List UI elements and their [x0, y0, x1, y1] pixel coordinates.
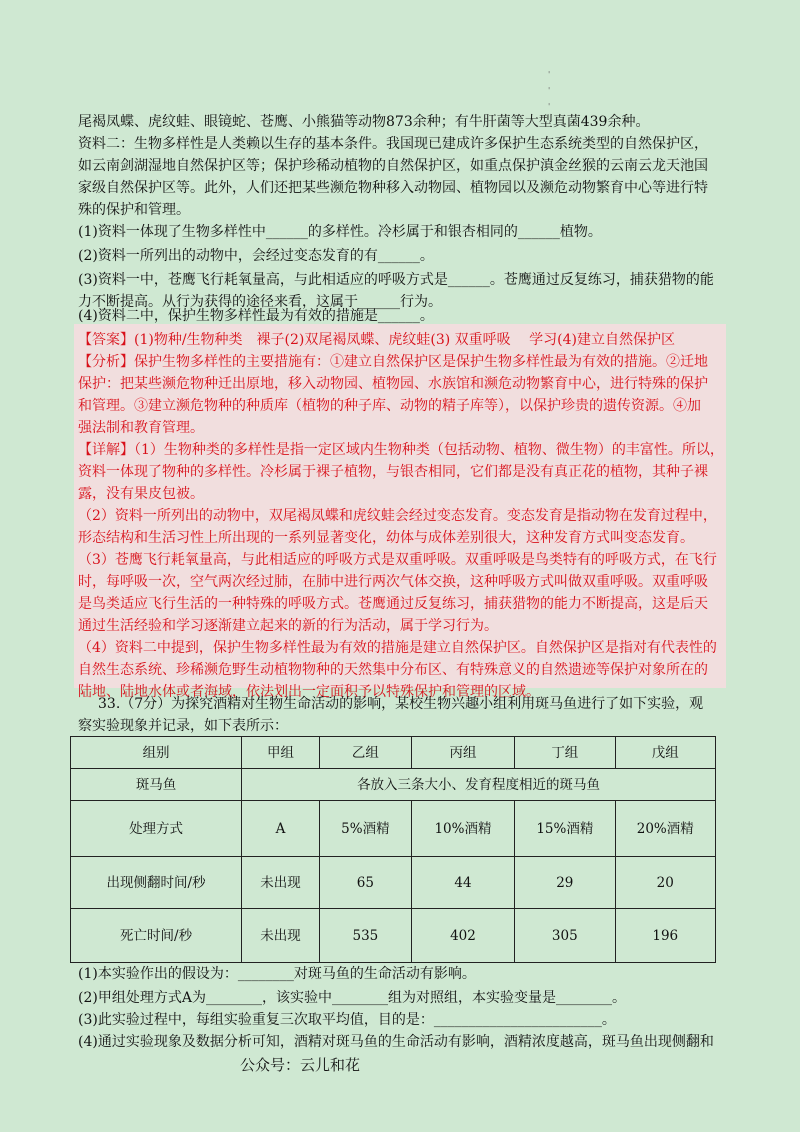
analysis-line: 保护：把某些濒危物种迁出原地，移入动物园、植物园、水族馆和濒危动物繁育中心，进行特殊的保护 — [78, 376, 708, 392]
table-row — [71, 769, 716, 801]
table-row — [71, 801, 716, 857]
table-cell: 死亡时间/秒 — [71, 909, 242, 963]
table-cell: 未出现 — [242, 857, 320, 909]
table-row — [71, 857, 716, 909]
question-2: (2)资料一所列出的动物中，会经过变态发育的有______。 — [78, 248, 434, 264]
question-4: (4)资料二中，保护生物多样性最为有效的措施是______。 — [78, 308, 434, 324]
detail-line: 时，每呼吸一次，空气两次经过肺，在肺中进行两次气体交换，这种呼吸方式叫做双重呼吸。双重呼吸 — [78, 574, 708, 590]
table-cell: 20 — [615, 857, 715, 909]
table-cell: 未出现 — [242, 909, 320, 963]
analysis-line: 和管理。③建立濒危物种的种质库（植物的种子库、动物的精子库等），以保护珍贵的遗传资源。④加 — [78, 398, 701, 414]
material-line: 家级自然保护区等。此外，人们还把某些濒危物种移入动物园、植物园以及濒危动物繁育中心等进行特 — [78, 180, 708, 196]
table-header: 戊组 — [615, 737, 715, 769]
table-header: 丙组 — [411, 737, 514, 769]
detail-line: （3）苍鹰飞行耗氧量高，与此相适应的呼吸方式是双重呼吸。双重呼吸是鸟类特有的呼吸方式，在飞行 — [78, 552, 717, 568]
experiment-table — [70, 736, 716, 963]
material-line: 如云南剑湖湿地自然保护区等；保护珍稀动植物的自然保护区，如重点保护滇金丝猴的云南云龙天池国 — [78, 158, 708, 174]
material-line: 资料二：生物多样性是人类赖以生存的基本条件。我国现已建成许多保护生态系统类型的自然保护区， — [78, 136, 708, 152]
table-cell: 20%酒精 — [615, 801, 715, 857]
margin-mark: ' — [548, 102, 551, 111]
detail-line: 资料一体现了物种的多样性。冷杉属于裸子植物，与银杏相同，它们都是没有真正花的植物，其种子裸 — [78, 464, 708, 480]
table-cell: 15%酒精 — [515, 801, 615, 857]
question-33-1: (1)本实验作出的假设为：________对斑马鱼的生命活动有影响。 — [78, 966, 476, 982]
detail-line: （2）资料一所列出的动物中，双尾褐凤蝶和虎纹蛙会经过变态发育。变态发育是指动物在发育过程中， — [78, 508, 717, 524]
margin-mark: ' — [548, 86, 551, 95]
question-3: (3)资料一中，苍鹰飞行耗氧量高，与此相适应的呼吸方式是______。苍鹰通过反复练习，捕获猎物的能 — [78, 272, 714, 288]
table-header: 乙组 — [319, 737, 411, 769]
detail-line: 是鸟类适应飞行生活的一种特殊的呼吸方式。苍鹰通过反复练习，捕获猎物的能力不断提高，这是后天 — [78, 596, 708, 612]
material-line: 尾褐凤蝶、虎纹蛙、眼镜蛇、苍鹰、小熊猫等动物873余种；有牛肝菌等大型真菌439余种。 — [78, 114, 650, 130]
material-line: 殊的保护和管理。 — [78, 202, 190, 218]
table-cell: 斑马鱼 — [71, 769, 242, 801]
table-row — [71, 909, 716, 963]
table-cell: 5%酒精 — [319, 801, 411, 857]
table-cell: 29 — [515, 857, 615, 909]
question-33-3: (3)此实验过程中，每组实验重复三次取平均值，目的是：________________________。 — [78, 1012, 616, 1028]
table-cell: 196 — [615, 909, 715, 963]
question-33-intro: 察实验现象并记录，如下表所示： — [78, 718, 288, 734]
detail-line: 露，没有果皮包被。 — [78, 486, 204, 502]
watermark-text: 公众号：云儿和花 — [240, 1056, 361, 1074]
table-cell: 各放入三条大小、发育程度相近的斑马鱼 — [242, 769, 716, 801]
table-cell: 处理方式 — [71, 801, 242, 857]
table-row — [71, 737, 716, 769]
table-cell: 402 — [411, 909, 514, 963]
detail-line: 陆地、陆地水体或者海域，依法划出一定面积予以特殊保护和管理的区域。 — [78, 684, 540, 700]
answer-line: 【答案】(1)物种/生物种类 裸子(2)双尾褐凤蝶、虎纹蛙(3) 双重呼吸 学习(4)建立自然保护区 — [78, 332, 675, 348]
detail-line: 形态结构和生活习性上所出现的一系列显著变化，幼体与成体差别很大，这种发育方式叫变态发育。 — [78, 530, 694, 546]
detail-line: 通过生活经验和学习逐渐建立起来的新的行为活动，属于学习行为。 — [78, 618, 498, 634]
question-33-2: (2)甲组处理方式A为________，该实验中________组为对照组，本实验变量是________。 — [78, 990, 626, 1006]
question-33-4: (4)通过实验现象及数据分析可知，酒精对斑马鱼的生命活动有影响，酒精浓度越高，斑马鱼出现侧翻和 — [78, 1034, 714, 1050]
detail-line: 自然生态系统、珍稀濒危野生动植物物种的天然集中分布区、有特殊意义的自然遗迹等保护对象所在的 — [78, 662, 708, 678]
table-cell: 65 — [319, 857, 411, 909]
table-cell: 出现侧翻时间/秒 — [71, 857, 242, 909]
detail-line: （4）资料二中提到，保护生物多样性最为有效的措施是建立自然保护区。自然保护区是指对有代表性的 — [78, 640, 717, 656]
table-header: 甲组 — [242, 737, 320, 769]
table-cell: 535 — [319, 909, 411, 963]
table-cell: A — [242, 801, 320, 857]
table-cell: 10%酒精 — [411, 801, 514, 857]
table-header: 丁组 — [515, 737, 615, 769]
question-33-intro: 33.（7分）为探究酒精对生物生命活动的影响，某校生物兴趣小组利用斑马鱼进行了如下实验，观 — [98, 696, 704, 712]
analysis-line: 【分析】保护生物多样性的主要措施有：①建立自然保护区是保护生物多样性最为有效的措施。②迁地 — [78, 354, 708, 370]
table-header: 组别 — [71, 737, 242, 769]
margin-mark: ' — [548, 70, 551, 79]
question-1: (1)资料一体现了生物多样性中______的多样性。冷杉属于和银杏相同的______植物。 — [78, 224, 602, 240]
analysis-line: 强法制和教育管理。 — [78, 420, 204, 436]
table-cell: 305 — [515, 909, 615, 963]
question-3-cont: 力不断提高。从行为获得的途径来看，这属于______行为。 — [78, 294, 442, 310]
table-cell: 44 — [411, 857, 514, 909]
detail-line: 【详解】（1）生物种类的多样性是指一定区域内生物种类（包括动物、植物、微生物）的丰富性。所以， — [78, 442, 724, 458]
